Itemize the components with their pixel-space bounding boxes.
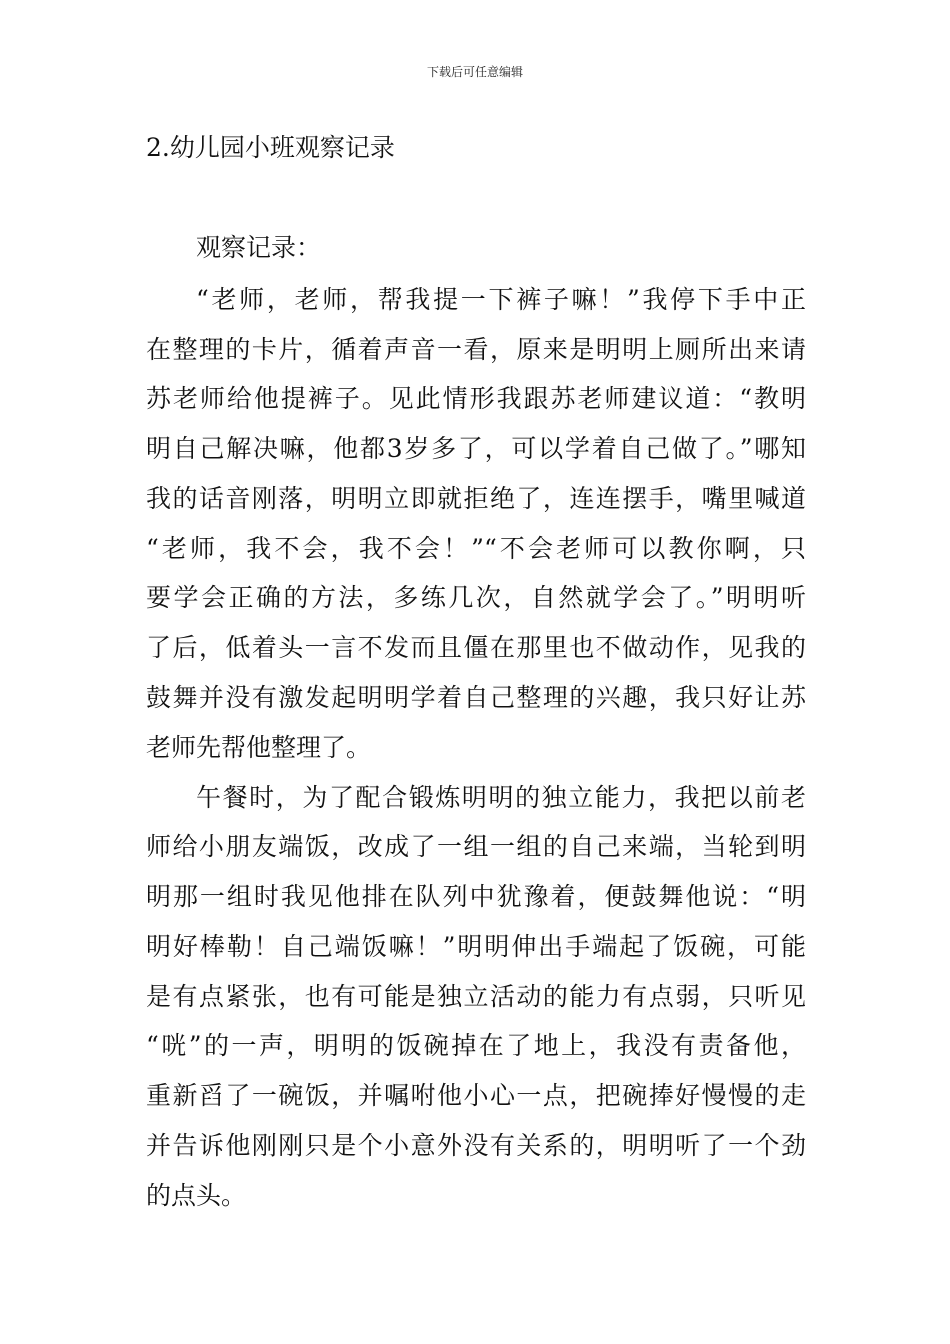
paragraph-1-line-6: “老师，我不会，我不会！”“不会老师可以教你啊，只 [146, 534, 806, 563]
paragraph-1-line-9: 鼓舞并没有激发起明明学着自己整理的兴趣，我只好让苏 [146, 683, 806, 712]
paragraph-2-line-8: 并告诉他刚刚只是个小意外没有关系的，明明听了一个劲 [146, 1131, 806, 1160]
paragraph-1-line-5: 我的话音刚落，明明立即就拒绝了，连连摆手，嘴里喊道 [146, 484, 806, 513]
paragraph-2-line-4: 明好棒勒！自己端饭嘛！”明明伸出手端起了饭碗，可能 [146, 932, 806, 961]
paragraph-1-line-3: 苏老师给他提裤子。见此情形我跟苏老师建议道：“教明 [146, 384, 806, 413]
paragraph-2-line-9: 的点头。 [146, 1181, 247, 1210]
paragraph-2-line-3: 明那一组时我见他排在队列中犹豫着，便鼓舞他说：“明 [146, 882, 806, 911]
paragraph-1-line-10: 老师先帮他整理了。 [146, 733, 372, 762]
paragraph-2-line-5: 是有点紧张，也有可能是独立活动的能力有点弱，只听见 [146, 982, 806, 1011]
page-header: 下载后可任意编辑 [426, 65, 523, 79]
document-title: 2.幼儿园小班观察记录 [146, 133, 395, 162]
paragraph-2-line-1: 午餐时，为了配合锻炼明明的独立能力，我把以前老 [196, 783, 806, 812]
paragraph-2-line-6: “咣”的一声，明明的饭碗掉在了地上，我没有责备他， [146, 1031, 806, 1060]
paragraph-2-line-7: 重新舀了一碗饭，并嘱咐他小心一点，把碗捧好慢慢的走 [146, 1081, 806, 1110]
section-heading: 观察记录： [196, 233, 322, 262]
paragraph-2-line-2: 师给小朋友端饭，改成了一组一组的自己来端，当轮到明 [146, 832, 806, 861]
paragraph-1-line-8: 了后，低着头一言不发而且僵在那里也不做动作，见我的 [146, 633, 806, 662]
paragraph-1-line-1: “老师，老师，帮我提一下裤子嘛！”我停下手中正 [196, 285, 806, 314]
paragraph-1-line-2: 在整理的卡片，循着声音一看，原来是明明上厕所出来请 [146, 335, 806, 364]
paragraph-1-line-7: 要学会正确的方法，多练几次，自然就学会了。”明明听 [146, 583, 806, 612]
paragraph-1-line-4: 明自己解决嘛，他都3岁多了，可以学着自己做了。”哪知 [146, 434, 806, 463]
